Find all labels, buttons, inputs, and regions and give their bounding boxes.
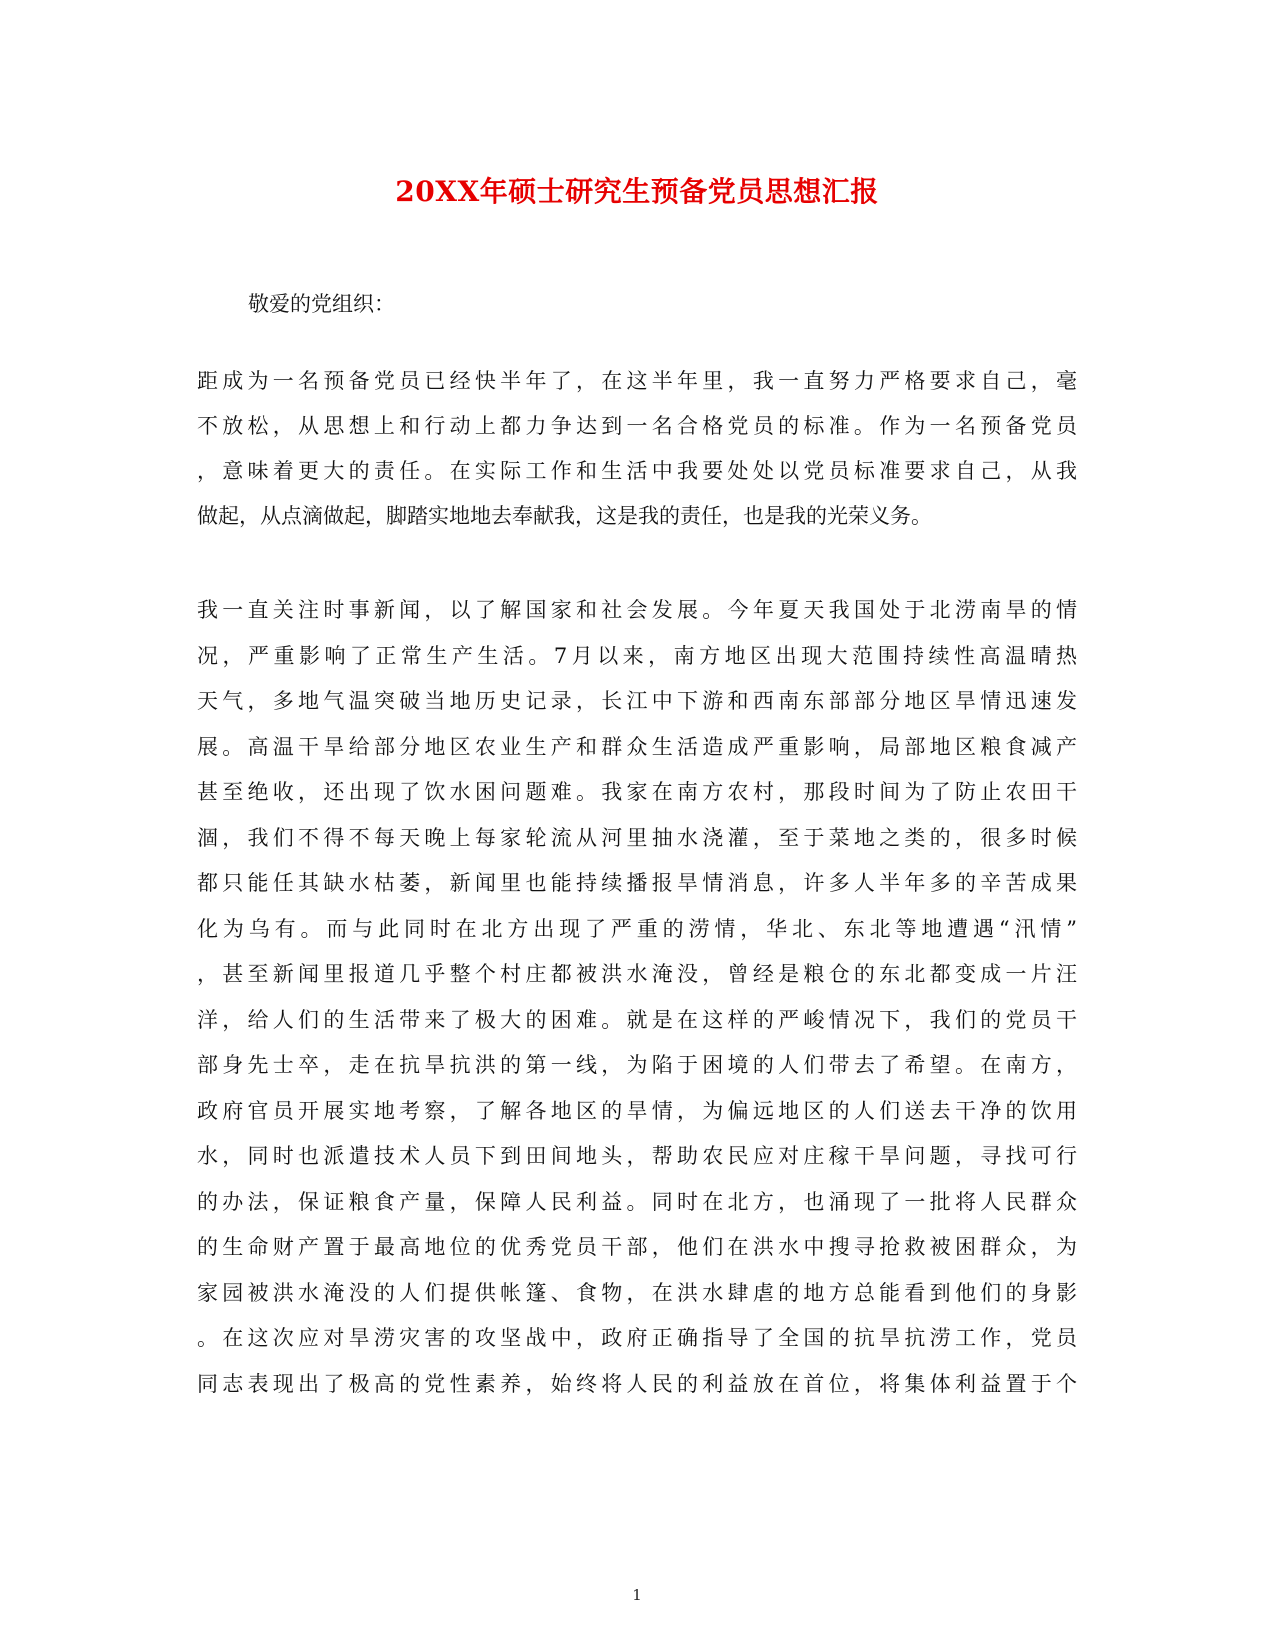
paragraph-line: 洋，给人们的生活带来了极大的困难。就是在这样的严峻情况下，我们的党员干 — [197, 1008, 1077, 1032]
paragraph-line: 的办法，保证粮食产量，保障人民利益。同时在北方，也涌现了一批将人民群众 — [197, 1190, 1077, 1214]
paragraph-line: 。在这次应对旱涝灾害的攻坚战中，政府正确指导了全国的抗旱抗涝工作，党员 — [197, 1326, 1077, 1350]
paragraph-line: 距成为一名预备党员已经快半年了，在这半年里，我一直努力严格要求自己，毫 — [197, 369, 1077, 393]
paragraph-line: 展。高温干旱给部分地区农业生产和群众生活造成严重影响，局部地区粮食减产 — [197, 735, 1077, 759]
paragraph-line: 况，严重影响了正常生产生活。7月以来，南方地区出现大范围持续性高温晴热 — [197, 644, 1077, 668]
paragraph-line: 我一直关注时事新闻，以了解国家和社会发展。今年夏天我国处于北涝南旱的情 — [197, 598, 1077, 622]
paragraph-line: 化为乌有。而与此同时在北方出现了严重的涝情，华北、东北等地遭遇“汛情” — [197, 917, 1077, 941]
document-title: 20XX年硕士研究生预备党员思想汇报 — [395, 175, 879, 208]
paragraph-line: 涸，我们不得不每天晚上每家轮流从河里抽水浇灌，至于菜地之类的，很多时候 — [197, 826, 1077, 850]
paragraph-line: 家园被洪水淹没的人们提供帐篷、食物，在洪水肆虐的地方总能看到他们的身影 — [197, 1281, 1077, 1305]
paragraph-line: 天气，多地气温突破当地历史记录，长江中下游和西南东部部分地区旱情迅速发 — [197, 689, 1077, 713]
page-number: 1 — [632, 1586, 642, 1604]
paragraph-line: 的生命财产置于最高地位的优秀党员干部，他们在洪水中搜寻抢救被困群众，为 — [197, 1235, 1077, 1259]
paragraph-line: ，甚至新闻里报道几乎整个村庄都被洪水淹没，曾经是粮仓的东北都变成一片汪 — [197, 962, 1077, 986]
paragraph-line: ，意味着更大的责任。在实际工作和生活中我要处处以党员标准要求自己，从我 — [197, 459, 1077, 483]
paragraph-line: 水，同时也派遣技术人员下到田间地头，帮助农民应对庄稼干旱问题，寻找可行 — [197, 1144, 1077, 1168]
paragraph-line: 部身先士卒，走在抗旱抗洪的第一线，为陷于困境的人们带去了希望。在南方， — [197, 1053, 1077, 1077]
paragraph-line: 政府官员开展实地考察，了解各地区的旱情，为偏远地区的人们送去干净的饮用 — [197, 1099, 1077, 1123]
paragraph-line: 同志表现出了极高的党性素养，始终将人民的利益放在首位，将集体利益置于个 — [197, 1372, 1077, 1396]
paragraph-line: 都只能任其缺水枯萎，新闻里也能持续播报旱情消息，许多人半年多的辛苦成果 — [197, 871, 1077, 895]
paragraph-line: 做起，从点滴做起，脚踏实地地去奉献我，这是我的责任，也是我的光荣义务。 — [197, 504, 932, 528]
paragraph-line: 甚至绝收，还出现了饮水困问题难。我家在南方农村，那段时间为了防止农田干 — [197, 780, 1077, 804]
paragraph-line: 不放松，从思想上和行动上都力争达到一名合格党员的标准。作为一名预备党员 — [197, 414, 1077, 438]
salutation: 敬爱的党组织： — [248, 292, 395, 316]
